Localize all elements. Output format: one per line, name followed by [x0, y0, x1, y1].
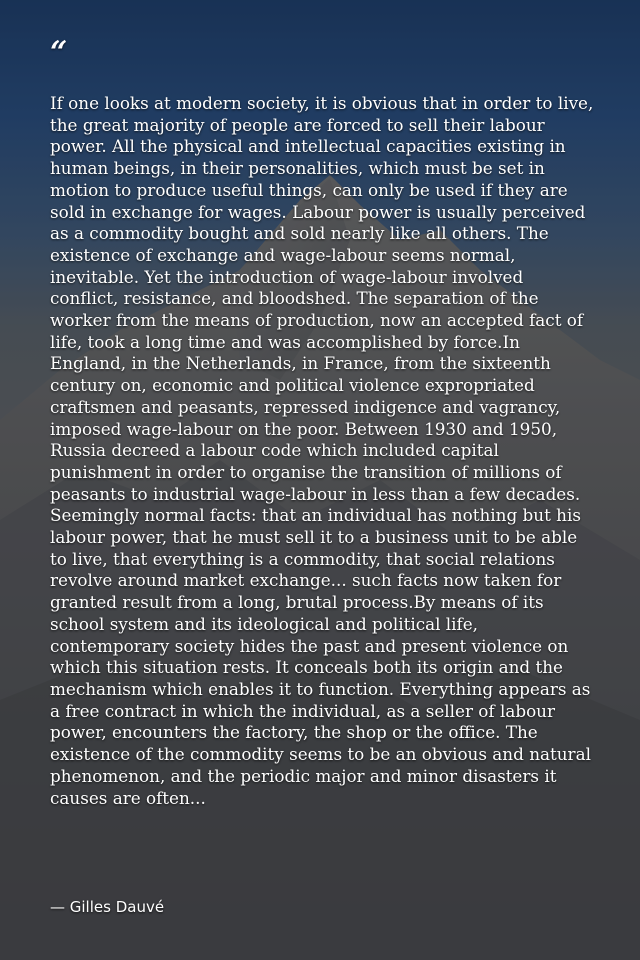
quote-mark-icon: “	[50, 35, 68, 70]
quote-author: — Gilles Dauvé	[50, 898, 165, 916]
quote-text: If one looks at modern society, it is obvious that in order to live, the great majority of people are forced to sell their labour power. All the physical and intellectual capacities existing in human beings, in their personalities, which must be set in motion to produce useful things, can only be used if they are sold in exchange for wages. Labour power is usually perceived as a commodity bought and sold nearly like all others. The existence of exchange and wage-labour seems normal, inevitable. Yet the introduction of wage-labour involved conflict, resistance, and bloodshed. The separation of the worker from the means of production, now an accepted fact of life, took a long time and was accomplished by force.In England, in the Netherlands, in France, from the sixteenth century on, economic and political violence expropriated craftsmen and peasants, repressed indigence and vagrancy, imposed wage-labour on the poor. Between 1930 and 1950, Russia decreed a labour code which included capital punishment in order to organise the transition of millions of peasants to industrial wage-labour in less than a few decades. Seemingly normal facts: that an individual has nothing but his labour power, that he must sell it to a business unit to be able to live, that everything is a commodity, that social relations revolve around market exchange... such facts now taken for granted result from a long, brutal process.By means of its school system and its ideological and political life, contemporary society hides the past and present violence on which this situation rests. It conceals both its origin and the mechanism which enables it to function. Everything appears as a free contract in which the individual, as a seller of labour power, encounters the factory, the shop or the office. The existence of the commodity seems to be an obvious and natural phenomenon, and the periodic major and minor disasters it causes are often...	[50, 93, 594, 808]
